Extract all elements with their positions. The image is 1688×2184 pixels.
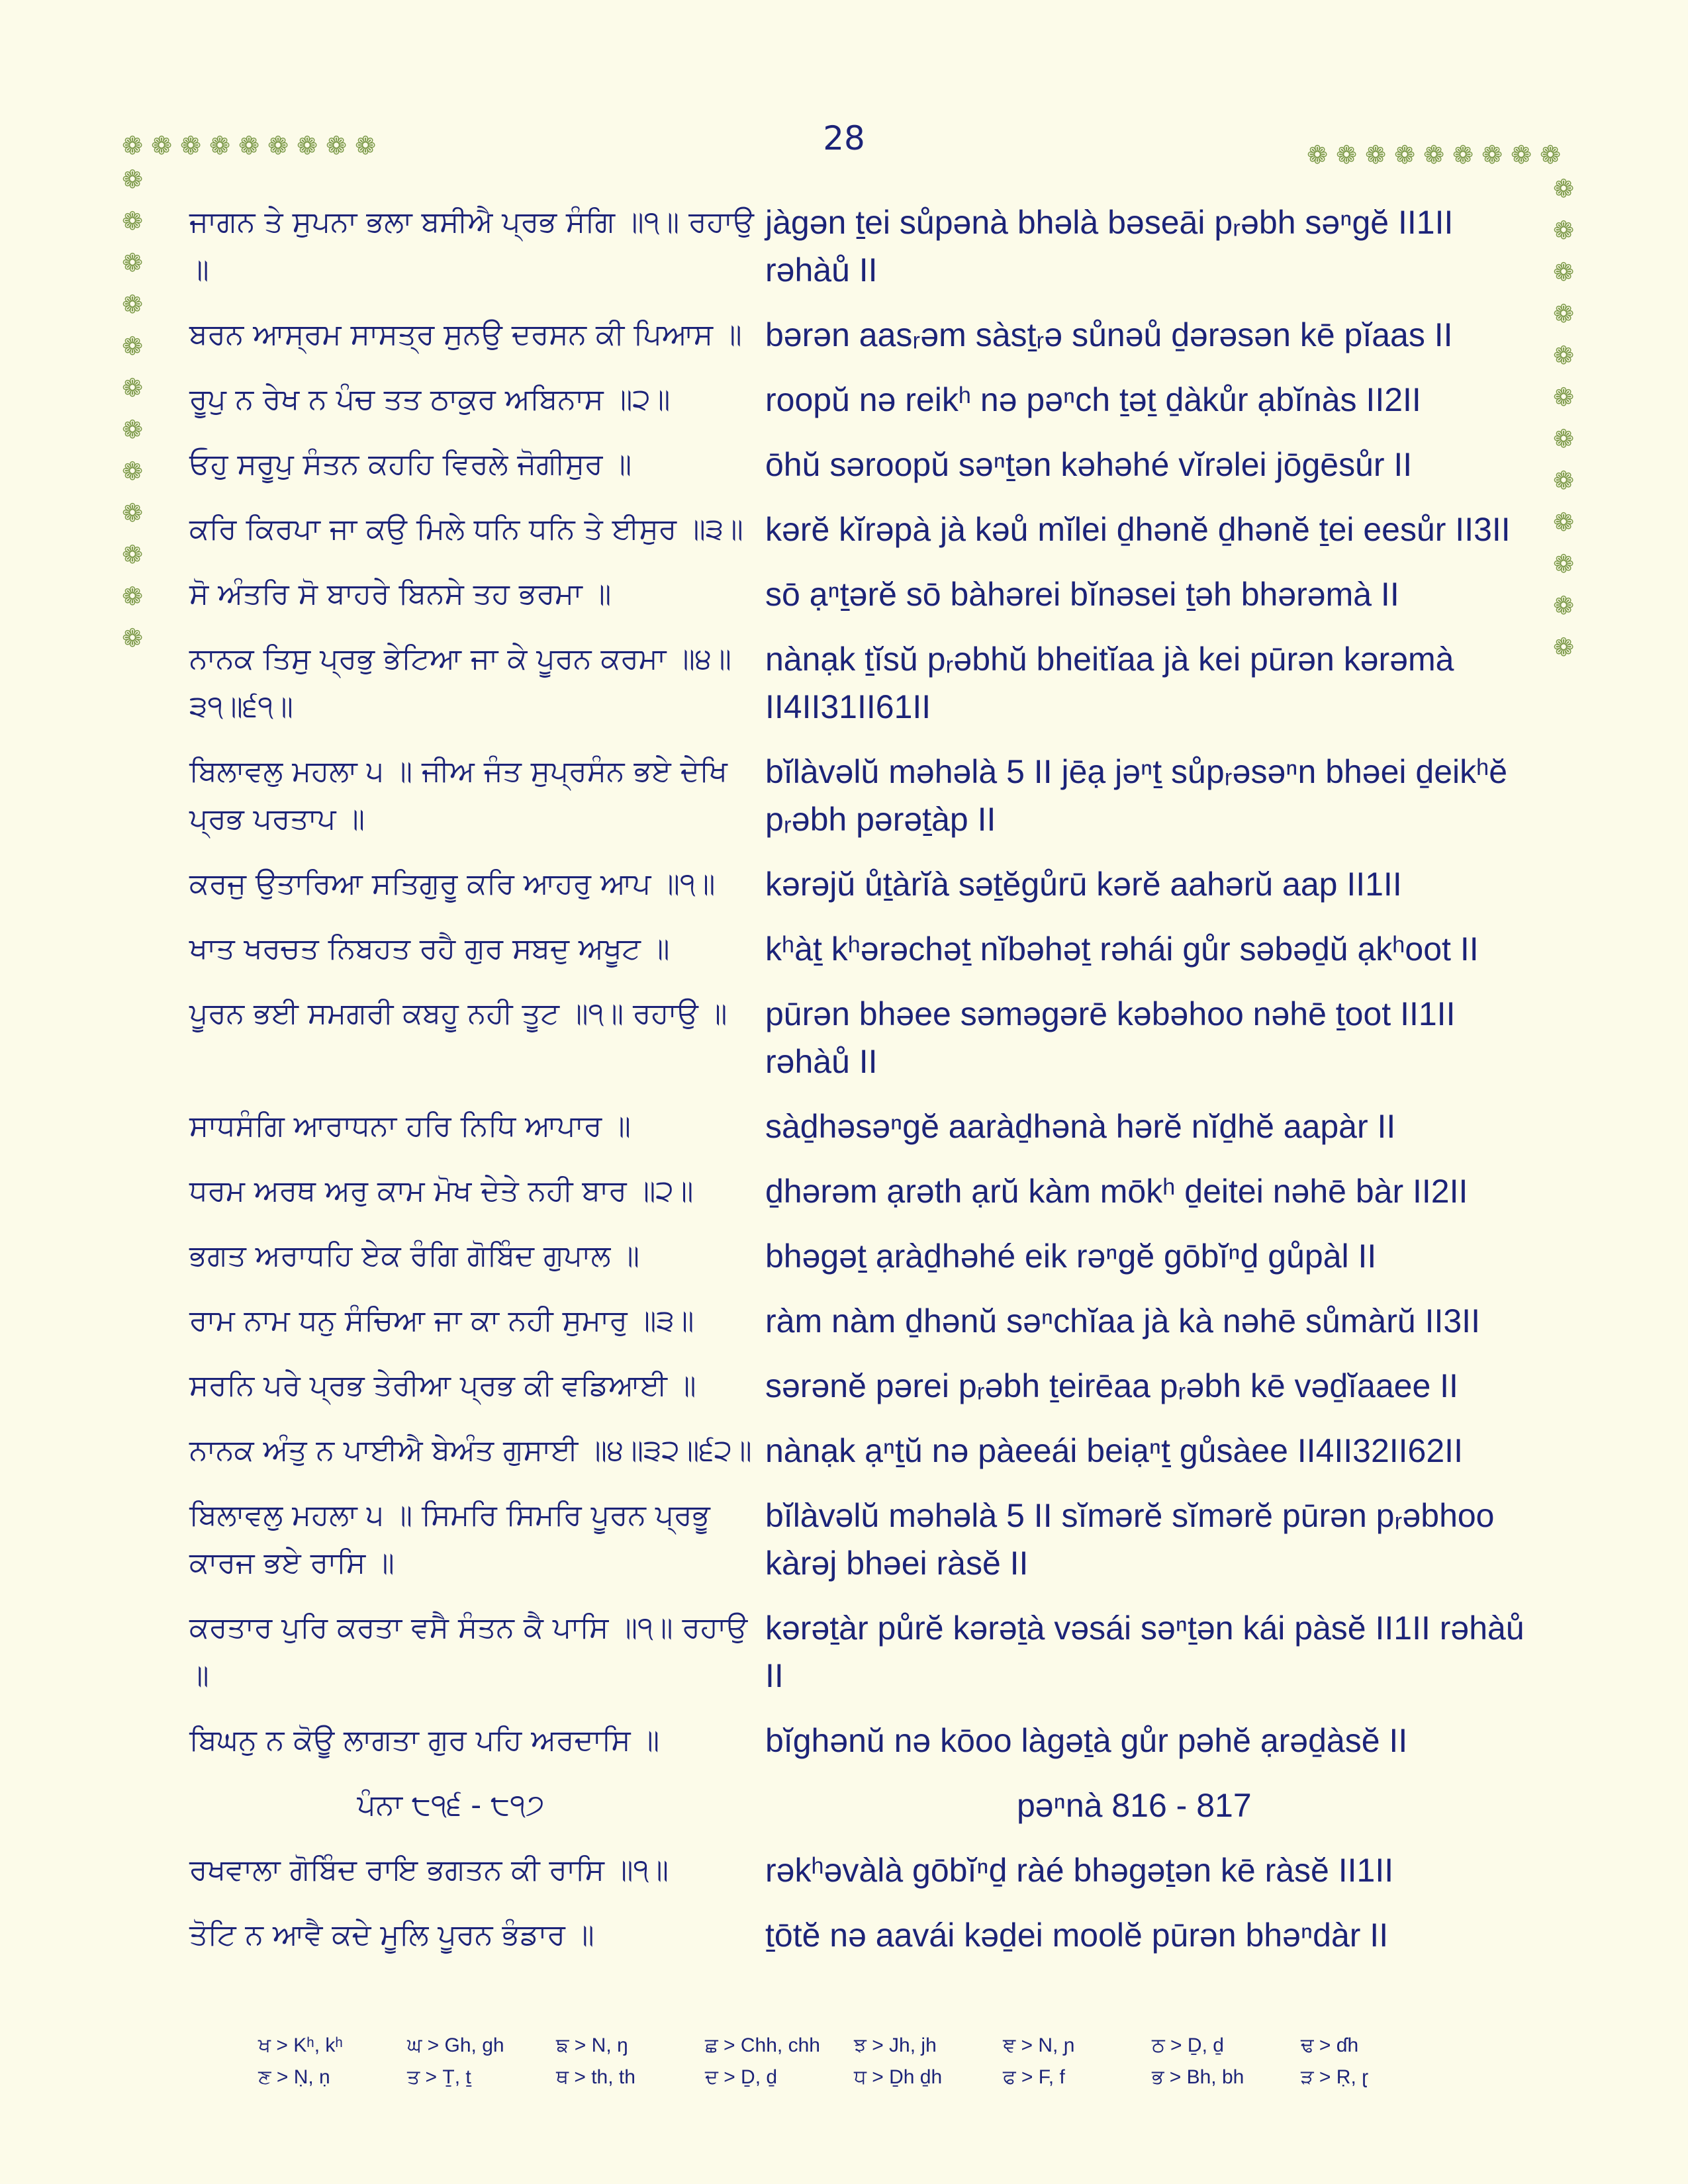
transliteration-line: bĭlàvəlŭ məhəlà 5 II jēạ jəⁿṯ sůpᵣəsəⁿn bhəei ḏeikʰĕ pᵣəbh pərəṯàp II (765, 753, 1508, 838)
transliteration-line: nànạk ạⁿṯŭ nə pàeeái beiạⁿṯ gůsàee II4II32II62II (765, 1432, 1463, 1469)
flower-icon: ❁ (122, 165, 143, 194)
transliteration-line: ṯōtĕ nə aavái kəḏei moolĕ pūrən bhəⁿdàr II (765, 1917, 1389, 1954)
page-range-transliteration: pəⁿnà 816 - 817 (1017, 1787, 1252, 1824)
flower-icon: ❁ (1553, 174, 1574, 203)
transliteration-line: jàgən ṯei sůpənà bhəlà bəseāi pᵣəbh səⁿgĕ II1II rəhàů II (765, 204, 1454, 289)
flower-icon: ❁ (1423, 140, 1444, 169)
verse-row (189, 376, 1526, 424)
flower-icon: ❁ (326, 131, 347, 160)
flower-icon: ❁ (122, 498, 143, 527)
transliteration-line: kərĕ kĭrəpà jà kəů mĭlei ḏhənĕ ḏhənĕ ṯei eesůr II3II (765, 511, 1511, 548)
transliteration-line: bĭghənŭ nə kōoo làgəṯà gůr pəhĕ ạrəḏàsĕ II (765, 1722, 1408, 1759)
flower-icon: ❁ (1511, 140, 1532, 169)
flower-icon: ❁ (1553, 466, 1574, 495)
legend-item: ਠ > Ḏ, ḏ (1152, 2034, 1224, 2056)
verse-row (189, 925, 1526, 973)
flower-icon: ❁ (355, 131, 376, 160)
flower-icon: ❁ (238, 131, 259, 160)
verse-row (189, 990, 1526, 1085)
flower-icon: ❁ (122, 623, 143, 653)
flower-icon: ❁ (180, 131, 201, 160)
flower-icon: ❁ (1553, 216, 1574, 245)
flower-icon: ❁ (297, 131, 318, 160)
legend-item: ਫ > F, f (1003, 2066, 1065, 2088)
transliteration-legend (258, 2034, 1450, 2098)
flower-icon: ❁ (1553, 633, 1574, 662)
gurmukhi-line: ਕਰਿ ਕਿਰਪਾ ਜਾ ਕਉ ਮਿਲੇ ਧਨਿ ਧਨਿ ਤੇ ਈਸੁਰ ॥੩॥ (189, 512, 743, 546)
verse-row (189, 506, 1526, 553)
flower-icon: ❁ (1481, 140, 1503, 169)
legend-item: ਖ > Kʰ, kʰ (258, 2034, 343, 2056)
gurmukhi-line: ਰੂਪੁ ਨ ਰੇਖ ਨ ਪੰਚ ਤਤ ਠਾਕੁਰ ਅਬਿਨਾਸ ॥੨॥ (189, 383, 671, 416)
flower-icon: ❁ (1307, 140, 1328, 169)
flower-icon: ❁ (122, 373, 143, 402)
verse-row (189, 1846, 1526, 1894)
legend-item: ਝ > Jh, jh (854, 2034, 937, 2056)
gurmukhi-line: ਰਾਮ ਨਾਮ ਧਨੁ ਸੰਚਿਆ ਜਾ ਕਾ ਨਹੀ ਸੁਮਾਰੁ ॥੩॥ (189, 1304, 694, 1338)
legend-item: ਛ > Chh, chh (705, 2034, 820, 2056)
transliteration-line: rəkʰəvàlà gōbĭⁿḏ ràé bhəgəṯən kē ràsĕ II1II (765, 1852, 1394, 1889)
transliteration-line: bĭlàvəlŭ məhəlà 5 II sĭmərĕ sĭmərĕ pūrən pᵣəbhoo kàrəj bhəei ràsĕ II (765, 1497, 1495, 1582)
gurmukhi-line: ਬਿਲਾਵਲੁ ਮਹਲਾ ੫ ॥ ਸਿਮਰਿ ਸਿਮਰਿ ਪੂਰਨ ਪ੍ਰਭੂ ਕਾਰਜ ਭਏ ਰਾਸਿ ॥ (189, 1498, 710, 1580)
flower-icon: ❁ (1540, 140, 1561, 169)
verse-row (189, 1604, 1526, 1700)
verse-row (189, 1362, 1526, 1410)
verse-row (189, 1911, 1526, 1959)
flower-icon: ❁ (1553, 508, 1574, 537)
gurmukhi-line: ਪੂਰਨ ਭਈ ਸਮਗਰੀ ਕਬਹੂ ਨਹੀ ਤੂਟ ॥੧॥ ਰਹਾਉ ॥ (189, 997, 727, 1030)
transliteration-line: ràm nàm ḏhənŭ səⁿchĭaa jà kà nəhē sůmàrŭ II3II (765, 1302, 1480, 1340)
transliteration-line: kərəṯàr půrĕ kərəṯà vəsái səⁿṯən kái pàsĕ II1II rəhàů II (765, 1610, 1524, 1694)
transliteration-line: kʰàṯ kʰərəchəṯ nĭbəhəṯ rəhái gůr səbəḏŭ ạkʰoot II (765, 931, 1479, 968)
flower-icon: ❁ (1553, 257, 1574, 287)
left-flower-border (118, 159, 147, 659)
flower-icon: ❁ (1336, 140, 1357, 169)
verse-row (189, 570, 1526, 618)
flower-icon: ❁ (1553, 383, 1574, 412)
transliteration-line: pūrən bhəee səməgərē kəbəhoo nəhē ṯoot II1II rəhàů II (765, 995, 1456, 1080)
top-right-flower-border (1303, 140, 1565, 169)
gurmukhi-line: ਬਰਨ ਆਸ੍ਰਮ ਸਾਸਤ੍ਰ ਸੁਨਉ ਦਰਸਨ ਕੀ ਪਿਆਸ ॥ (189, 318, 742, 351)
legend-item: ਘ > Gh, gh (407, 2034, 504, 2056)
verse-row (189, 1717, 1526, 1764)
gurmukhi-line: ਰਖਵਾਲਾ ਗੋਬਿੰਦ ਰਾਇ ਭਗਤਨ ਕੀ ਰਾਸਿ ॥੧॥ (189, 1853, 669, 1887)
verse-row (189, 1232, 1526, 1280)
gurmukhi-line: ਧਰਮ ਅਰਥ ਅਰੁ ਕਾਮ ਮੋਖ ਦੇਤੇ ਨਹੀ ਬਾਰ ॥੨॥ (189, 1174, 694, 1208)
flower-icon: ❁ (122, 290, 143, 319)
flower-icon: ❁ (1394, 140, 1415, 169)
verse-row (189, 1103, 1526, 1150)
verse-row (189, 748, 1526, 843)
verse-row (189, 311, 1526, 359)
legend-row (258, 2066, 1450, 2089)
top-left-flower-border (118, 131, 380, 160)
transliteration-line: bhəgəṯ ạràḏhəhé eik rəⁿgĕ gōbĭⁿḏ gůpàl II (765, 1238, 1377, 1275)
verse-row (189, 199, 1526, 294)
legend-item: ੜ > Ṛ, ɽ (1301, 2066, 1369, 2088)
flower-icon: ❁ (122, 332, 143, 361)
verse-row (189, 1167, 1526, 1215)
flower-icon: ❁ (1365, 140, 1386, 169)
flower-icon: ❁ (122, 206, 143, 236)
flower-icon: ❁ (1553, 341, 1574, 370)
transliteration-line: sō ạⁿṯərĕ sō bàhərei bĭnəsei ṯəh bhərəmà II (765, 576, 1399, 613)
legend-item: ਞ > N, ɲ (1003, 2034, 1075, 2056)
transliteration-line: ōhŭ səroopŭ səⁿṯən kəhəhé vĭrəlei jōgēsůr II (765, 446, 1413, 483)
flower-icon: ❁ (122, 582, 143, 611)
transliteration-line: bərən aasᵣəm sàsṯᵣə sůnəů ḏərəsən kē pĭaas II (765, 316, 1453, 353)
flower-icon: ❁ (122, 248, 143, 277)
gurmukhi-line: ਖਾਤ ਖਰਚਤ ਨਿਬਹਤ ਰਹੈ ਗੁਰ ਸਬਦੁ ਅਖੂਟ ॥ (189, 932, 670, 966)
gurmukhi-line: ਨਾਨਕ ਅੰਤੁ ਨ ਪਾਈਐ ਬੇਅੰਤ ਗੁਸਾਈ ॥੪॥੩੨॥੬੨॥ (189, 1433, 752, 1467)
flower-icon: ❁ (1553, 299, 1574, 328)
gurmukhi-line: ਨਾਨਕ ਤਿਸੁ ਪ੍ਰਭੁ ਭੇਟਿਆ ਜਾ ਕੇ ਪੂਰਨ ਕਰਮਾ ॥੪॥੩੧॥੬੧॥ (189, 642, 731, 723)
flower-icon: ❁ (122, 131, 143, 160)
transliteration-line: ḏhərəm ạrəth ạrŭ kàm mōkʰ ḏeitei nəhē bàr II2II (765, 1173, 1468, 1210)
page-number: 28 (823, 119, 865, 158)
legend-row (258, 2034, 1450, 2057)
legend-item: ਤ > Ṯ, ṯ (407, 2066, 471, 2088)
flower-icon: ❁ (151, 131, 172, 160)
gurmukhi-line: ਓਹੁ ਸਰੂਪੁ ਸੰਤਨ ਕਹਹਿ ਵਿਰਲੇ ਜੋਗੀਸੁਰ ॥ (189, 447, 632, 481)
flower-icon: ❁ (267, 131, 289, 160)
gurmukhi-line: ਸਰਨਿ ਪਰੇ ਪ੍ਰਭ ਤੇਰੀਆ ਪ੍ਰਭ ਕੀ ਵਡਿਆਈ ॥ (189, 1369, 696, 1402)
legend-item: ਣ > Ṇ, ṇ (258, 2066, 330, 2088)
verse-row (189, 1492, 1526, 1587)
legend-item: ਢ > ɗh (1301, 2034, 1359, 2056)
flower-icon: ❁ (122, 457, 143, 486)
transliteration-line: sərənĕ pərei pᵣəbh ṯeirēaa pᵣəbh kē vəḏĭaaee II (765, 1367, 1458, 1404)
gurmukhi-line: ਬਿਘਨੁ ਨ ਕੋਊ ਲਾਗਤਾ ਗੁਰ ਪਹਿ ਅਰਦਾਸਿ ॥ (189, 1723, 660, 1757)
gurmukhi-line: ਕਰਤਾਰ ਪੁਰਿ ਕਰਤਾ ਵਸੈ ਸੰਤਨ ਕੈ ਪਾਸਿ ॥੧॥ ਰਹਾਉ ॥ (189, 1611, 748, 1692)
gurmukhi-line: ਜਾਗਨ ਤੇ ਸੁਪਨਾ ਭਲਾ ਬਸੀਐ ਪ੍ਰਭ ਸੰਗਿ ॥੧॥ ਰਹਾਉ ॥ (189, 205, 754, 287)
gurmukhi-line: ਭਗਤ ਅਰਾਧਹਿ ਏਕ ਰੰਗਿ ਗੋਬਿੰਦ ਗੁਪਾਲ ॥ (189, 1239, 639, 1273)
transliteration-line: sàḏhəsəⁿgĕ aaràḏhənà hərĕ nĭḏhĕ aapàr II (765, 1108, 1396, 1145)
flower-icon: ❁ (209, 131, 230, 160)
right-flower-border (1549, 168, 1578, 668)
verse-row (189, 635, 1526, 731)
flower-icon: ❁ (1553, 424, 1574, 453)
verse-row (189, 441, 1526, 488)
flower-icon: ❁ (1553, 549, 1574, 578)
flower-icon: ❁ (1553, 591, 1574, 620)
gurmukhi-line: ਤੋਟਿ ਨ ਆਵੈ ਕਦੇ ਮੂਲਿ ਪੂਰਨ ਭੰਡਾਰ ॥ (189, 1918, 594, 1952)
gurmukhi-line: ਕਰਜੁ ਉਤਾਰਿਆ ਸਤਿਗੁਰੂ ਕਰਿ ਆਹਰੁ ਆਪ ॥੧॥ (189, 867, 716, 901)
transliteration-line: roopŭ nə reikʰ nə pəⁿch ṯəṯ ḏàkůr ạbĭnàs II2II (765, 381, 1421, 418)
legend-item: ਦ > Ḏ, ḏ (705, 2066, 778, 2088)
flower-icon: ❁ (122, 540, 143, 569)
gurmukhi-line: ਬਿਲਾਵਲੁ ਮਹਲਾ ੫ ॥ ਜੀਅ ਜੰਤ ਸੁਪ੍ਰਸੰਨ ਭਏ ਦੇਖਿ ਪ੍ਰਭ ਪਰਤਾਪ ॥ (189, 754, 727, 836)
flower-icon: ❁ (1452, 140, 1474, 169)
gurmukhi-line: ਸਾਧਸੰਗਿ ਆਰਾਧਨਾ ਹਰਿ ਨਿਧਿ ਆਪਾਰ ॥ (189, 1109, 631, 1143)
page-range-gurmukhi: ਪੰਨਾ ੮੧੬ - ੮੧੭ (357, 1788, 545, 1822)
page-range-row (189, 1782, 1526, 1829)
verse-row (189, 1427, 1526, 1475)
legend-item: ਧ > Ḏh ḏh (854, 2066, 943, 2088)
legend-item: ਥ > th, th (556, 2066, 635, 2088)
verse-row (189, 1297, 1526, 1345)
transliteration-line: kərəjŭ ůṯàrĭà səṯĕgůrū kərĕ aahərŭ aap II1II (765, 866, 1402, 903)
verse-list (189, 199, 1526, 1976)
legend-item: ਙ > N, ŋ (556, 2034, 628, 2056)
transliteration-line: nànạk ṯĭsŭ pᵣəbhŭ bheitĭaa jà kei pūrən kərəmà II4II31II61II (765, 641, 1454, 725)
flower-icon: ❁ (122, 415, 143, 444)
legend-item: ਭ > Bh, bh (1152, 2066, 1244, 2088)
verse-row (189, 860, 1526, 908)
gurmukhi-line: ਸੋ ਅੰਤਰਿ ਸੋ ਬਾਹਰੇ ਬਿਨਸੇ ਤਹ ਭਰਮਾ ॥ (189, 577, 612, 611)
